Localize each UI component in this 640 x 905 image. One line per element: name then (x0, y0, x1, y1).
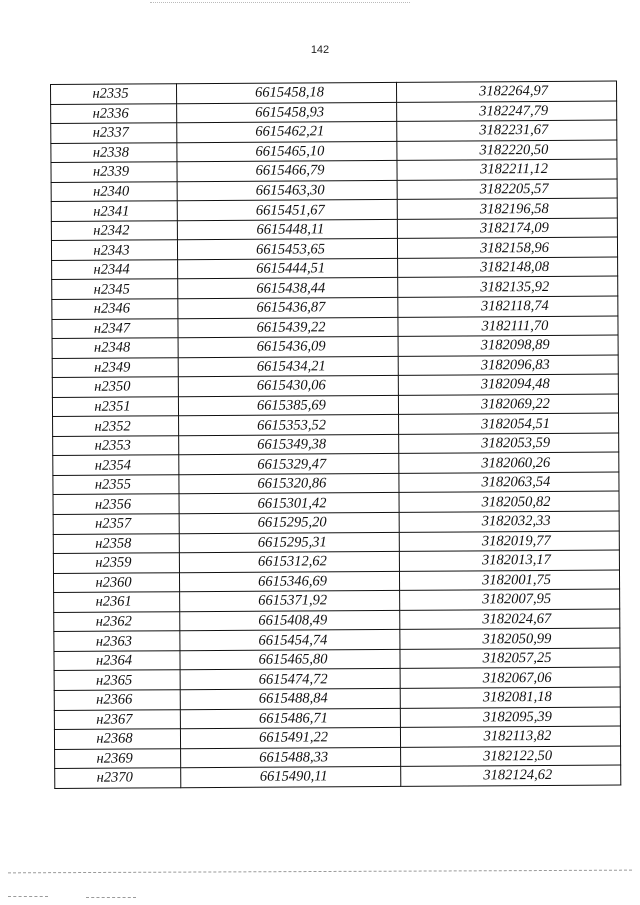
x-coordinate-cell: 6615454,74 (180, 630, 400, 651)
point-id-cell: н2360 (53, 572, 179, 592)
point-id-cell: н2357 (53, 514, 179, 534)
point-id-cell: н2362 (54, 611, 180, 631)
x-coordinate-cell: 6615486,71 (180, 708, 400, 729)
x-coordinate-cell: 6615430,06 (178, 376, 398, 397)
scan-edge-top (150, 2, 410, 3)
point-id-cell: н2350 (52, 377, 178, 397)
x-coordinate-cell: 6615408,49 (180, 610, 400, 631)
point-id-cell: н2361 (54, 592, 180, 612)
table-row (55, 765, 621, 788)
point-id-cell: н2347 (52, 318, 178, 338)
y-coordinate-cell: 3182032,33 (399, 511, 619, 532)
y-coordinate-cell: 3182148,08 (398, 257, 618, 278)
point-id-cell: н2368 (54, 729, 180, 749)
scan-artifact-line (8, 870, 632, 874)
y-coordinate-cell: 3182158,96 (397, 237, 617, 258)
point-id-cell: н2346 (52, 299, 178, 319)
x-coordinate-cell: 6615462,21 (177, 121, 397, 142)
point-id-cell: н2349 (52, 357, 178, 377)
point-id-cell: н2363 (54, 631, 180, 651)
x-coordinate-cell: 6615490,11 (181, 767, 401, 788)
x-coordinate-cell: 6615295,31 (179, 532, 399, 553)
y-coordinate-cell: 3182264,97 (396, 81, 616, 102)
y-coordinate-cell: 3182205,57 (397, 179, 617, 200)
point-id-cell: н2365 (54, 670, 180, 690)
x-coordinate-cell: 6615295,20 (179, 512, 399, 533)
y-coordinate-cell: 3182111,70 (398, 316, 618, 337)
point-id-cell: н2338 (51, 142, 177, 162)
y-coordinate-cell: 3182050,99 (400, 628, 620, 649)
x-coordinate-cell: 6615491,22 (180, 727, 400, 748)
x-coordinate-cell: 6615458,18 (177, 82, 397, 103)
x-coordinate-cell: 6615448,11 (177, 219, 397, 240)
x-coordinate-cell: 6615488,84 (180, 688, 400, 709)
y-coordinate-cell: 3182069,22 (398, 394, 618, 415)
point-id-cell: н2340 (51, 181, 177, 201)
point-id-cell: н2370 (55, 768, 181, 788)
point-id-cell: н2356 (53, 494, 179, 514)
point-id-cell: н2369 (55, 748, 181, 768)
y-coordinate-cell: 3182019,77 (399, 531, 619, 552)
point-id-cell: н2353 (53, 436, 179, 456)
x-coordinate-cell: 6615346,69 (179, 571, 399, 592)
x-coordinate-cell: 6615465,80 (180, 649, 400, 670)
x-coordinate-cell: 6615444,51 (178, 258, 398, 279)
y-coordinate-cell: 3182196,58 (397, 198, 617, 219)
x-coordinate-cell: 6615320,86 (179, 473, 399, 494)
x-coordinate-cell: 6615349,38 (179, 434, 399, 455)
y-coordinate-cell: 3182007,95 (400, 589, 620, 610)
y-coordinate-cell: 3182124,62 (401, 765, 621, 786)
y-coordinate-cell: 3182220,50 (397, 140, 617, 161)
y-coordinate-cell: 3182174,09 (397, 218, 617, 239)
point-id-cell: н2339 (51, 162, 177, 182)
x-coordinate-cell: 6615353,52 (179, 415, 399, 436)
y-coordinate-cell: 3182247,79 (397, 101, 617, 122)
y-coordinate-cell: 3182098,89 (398, 335, 618, 356)
point-id-cell: н2345 (52, 279, 178, 299)
y-coordinate-cell: 3182067,06 (400, 667, 620, 688)
y-coordinate-cell: 3182063,54 (399, 472, 619, 493)
point-id-cell: н2358 (53, 533, 179, 553)
y-coordinate-cell: 3182050,82 (399, 492, 619, 513)
scan-artifact-line (8, 896, 48, 897)
y-coordinate-cell: 3182095,39 (400, 707, 620, 728)
x-coordinate-cell: 6615458,93 (177, 102, 397, 123)
point-id-cell: н2348 (52, 338, 178, 358)
y-coordinate-cell: 3182231,67 (397, 120, 617, 141)
x-coordinate-cell: 6615385,69 (178, 395, 398, 416)
point-id-cell: н2366 (54, 690, 180, 710)
coordinates-table-body (51, 81, 621, 788)
point-id-cell: н2355 (53, 475, 179, 495)
y-coordinate-cell: 3182122,50 (401, 746, 621, 767)
page-number: 142 (310, 44, 330, 56)
y-coordinate-cell: 3182054,51 (399, 413, 619, 434)
x-coordinate-cell: 6615438,44 (178, 278, 398, 299)
point-id-cell: н2367 (54, 709, 180, 729)
y-coordinate-cell: 3182211,12 (397, 159, 617, 180)
x-coordinate-cell: 6615301,42 (179, 493, 399, 514)
x-coordinate-cell: 6615466,79 (177, 161, 397, 182)
y-coordinate-cell: 3182057,25 (400, 648, 620, 669)
point-id-cell: н2354 (53, 455, 179, 475)
point-id-cell: н2336 (51, 103, 177, 123)
x-coordinate-cell: 6615488,33 (181, 747, 401, 768)
y-coordinate-cell: 3182001,75 (399, 570, 619, 591)
point-id-cell: н2337 (51, 123, 177, 143)
point-id-cell: н2335 (51, 84, 177, 104)
x-coordinate-cell: 6615453,65 (177, 239, 397, 260)
point-id-cell: н2342 (51, 221, 177, 241)
point-id-cell: н2344 (52, 260, 178, 280)
y-coordinate-cell: 3182096,83 (398, 355, 618, 376)
point-id-cell: н2359 (53, 553, 179, 573)
y-coordinate-cell: 3182024,67 (400, 609, 620, 630)
x-coordinate-cell: 6615451,67 (177, 200, 397, 221)
point-id-cell: н2351 (52, 396, 178, 416)
point-id-cell: н2364 (54, 651, 180, 671)
x-coordinate-cell: 6615439,22 (178, 317, 398, 338)
x-coordinate-cell: 6615329,47 (179, 454, 399, 475)
x-coordinate-cell: 6615474,72 (180, 669, 400, 690)
y-coordinate-cell: 3182118,74 (398, 296, 618, 317)
y-coordinate-cell: 3182053,59 (399, 433, 619, 454)
scan-artifact-line (86, 897, 136, 898)
x-coordinate-cell: 6615465,10 (177, 141, 397, 162)
x-coordinate-cell: 6615371,92 (180, 591, 400, 612)
y-coordinate-cell: 3182094,48 (398, 374, 618, 395)
x-coordinate-cell: 6615434,21 (178, 356, 398, 377)
y-coordinate-cell: 3182060,26 (399, 452, 619, 473)
x-coordinate-cell: 6615436,09 (178, 336, 398, 357)
point-id-cell: н2343 (51, 240, 177, 260)
coordinates-table (50, 81, 621, 789)
x-coordinate-cell: 6615436,87 (178, 297, 398, 318)
x-coordinate-cell: 6615312,62 (179, 551, 399, 572)
y-coordinate-cell: 3182081,18 (400, 687, 620, 708)
y-coordinate-cell: 3182113,82 (400, 726, 620, 747)
coordinates-table-container (50, 81, 620, 789)
point-id-cell: н2341 (51, 201, 177, 221)
x-coordinate-cell: 6615463,30 (177, 180, 397, 201)
y-coordinate-cell: 3182013,17 (399, 550, 619, 571)
y-coordinate-cell: 3182135,92 (398, 277, 618, 298)
point-id-cell: н2352 (53, 416, 179, 436)
